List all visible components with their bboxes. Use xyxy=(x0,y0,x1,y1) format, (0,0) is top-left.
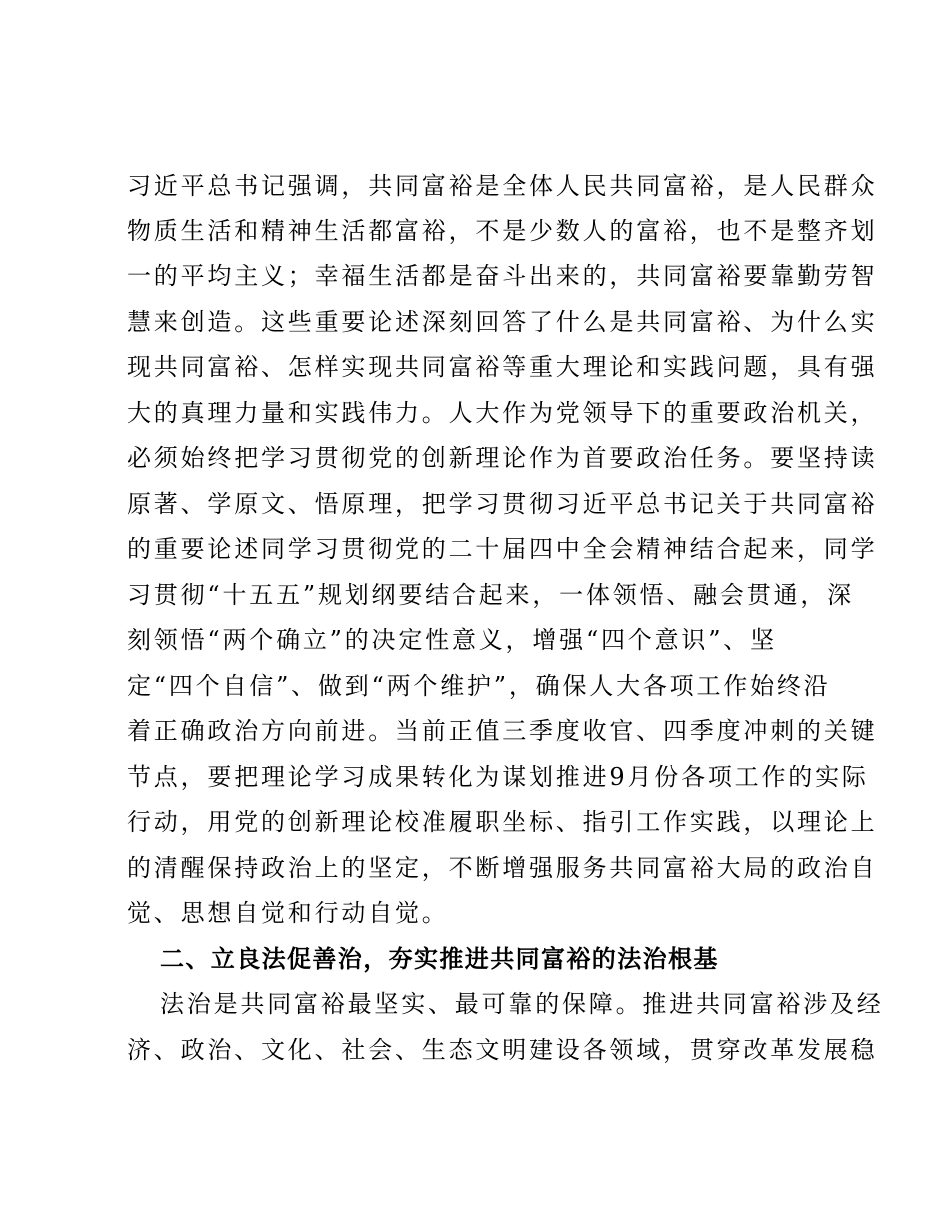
body-text-line: 习贯彻“十五五”规划纲要结合起来，一体领悟、融会贯通，深 xyxy=(127,581,854,609)
body-text-line: 必须始终把学习贯彻党的创新理论作为首要政治任务。要坚持读 xyxy=(127,444,878,472)
body-text-line: 现共同富裕、怎样实现共同富裕等重大理论和实践问题，具有强 xyxy=(127,353,878,381)
body-text-line: 刻领悟“两个确立”的决定性意义，增强“四个意识”、坚 xyxy=(127,626,777,654)
body-text-line: 行动，用党的创新理论校准履职坐标、指引工作实践，以理论上 xyxy=(127,808,878,836)
body-text-line: 的重要论述同学习贯彻党的二十届四中全会精神结合起来，同学 xyxy=(127,535,878,563)
body-text-line: 节点，要把理论学习成果转化为谋划推进9月份各项工作的实际 xyxy=(127,763,869,791)
body-text-line: 济、政治、文化、社会、生态文明建设各领域，贯穿改革发展稳 xyxy=(127,1036,878,1064)
body-text-line: 习近平总书记强调，共同富裕是全体人民共同富裕，是人民群众 xyxy=(127,172,878,200)
section-heading: 二、立良法促善治，夯实推进共同富裕的法治根基 xyxy=(160,945,719,973)
body-text-line: 物质生活和精神生活都富裕，不是少数人的富裕，也不是整齐划 xyxy=(127,217,878,245)
body-text-line: 大的真理力量和实践伟力。人大作为党领导下的重要政治机关， xyxy=(127,399,878,427)
body-text-line: 觉、思想自觉和行动自觉。 xyxy=(127,899,449,927)
body-text-line: 的清醒保持政治上的坚定，不断增强服务共同富裕大局的政治自 xyxy=(127,854,878,882)
body-text-line: 慧来创造。这些重要论述深刻回答了什么是共同富裕、为什么实 xyxy=(127,308,878,336)
body-text-line: 一的平均主义；幸福生活都是奋斗出来的，共同富裕要靠勤劳智 xyxy=(127,262,878,290)
body-text-line: 原著、学原文、悟原理，把学习贯彻习近平总书记关于共同富裕 xyxy=(127,490,878,518)
body-text-line: 法治是共同富裕最坚实、最可靠的保障。推进共同富裕涉及经 xyxy=(160,990,884,1018)
body-text-line: 着正确政治方向前进。当前正值三季度收官、四季度冲刺的关键 xyxy=(127,717,878,745)
body-text-line: 定“四个自信”、做到“两个维护”，确保人大各项工作始终沿 xyxy=(127,672,831,700)
